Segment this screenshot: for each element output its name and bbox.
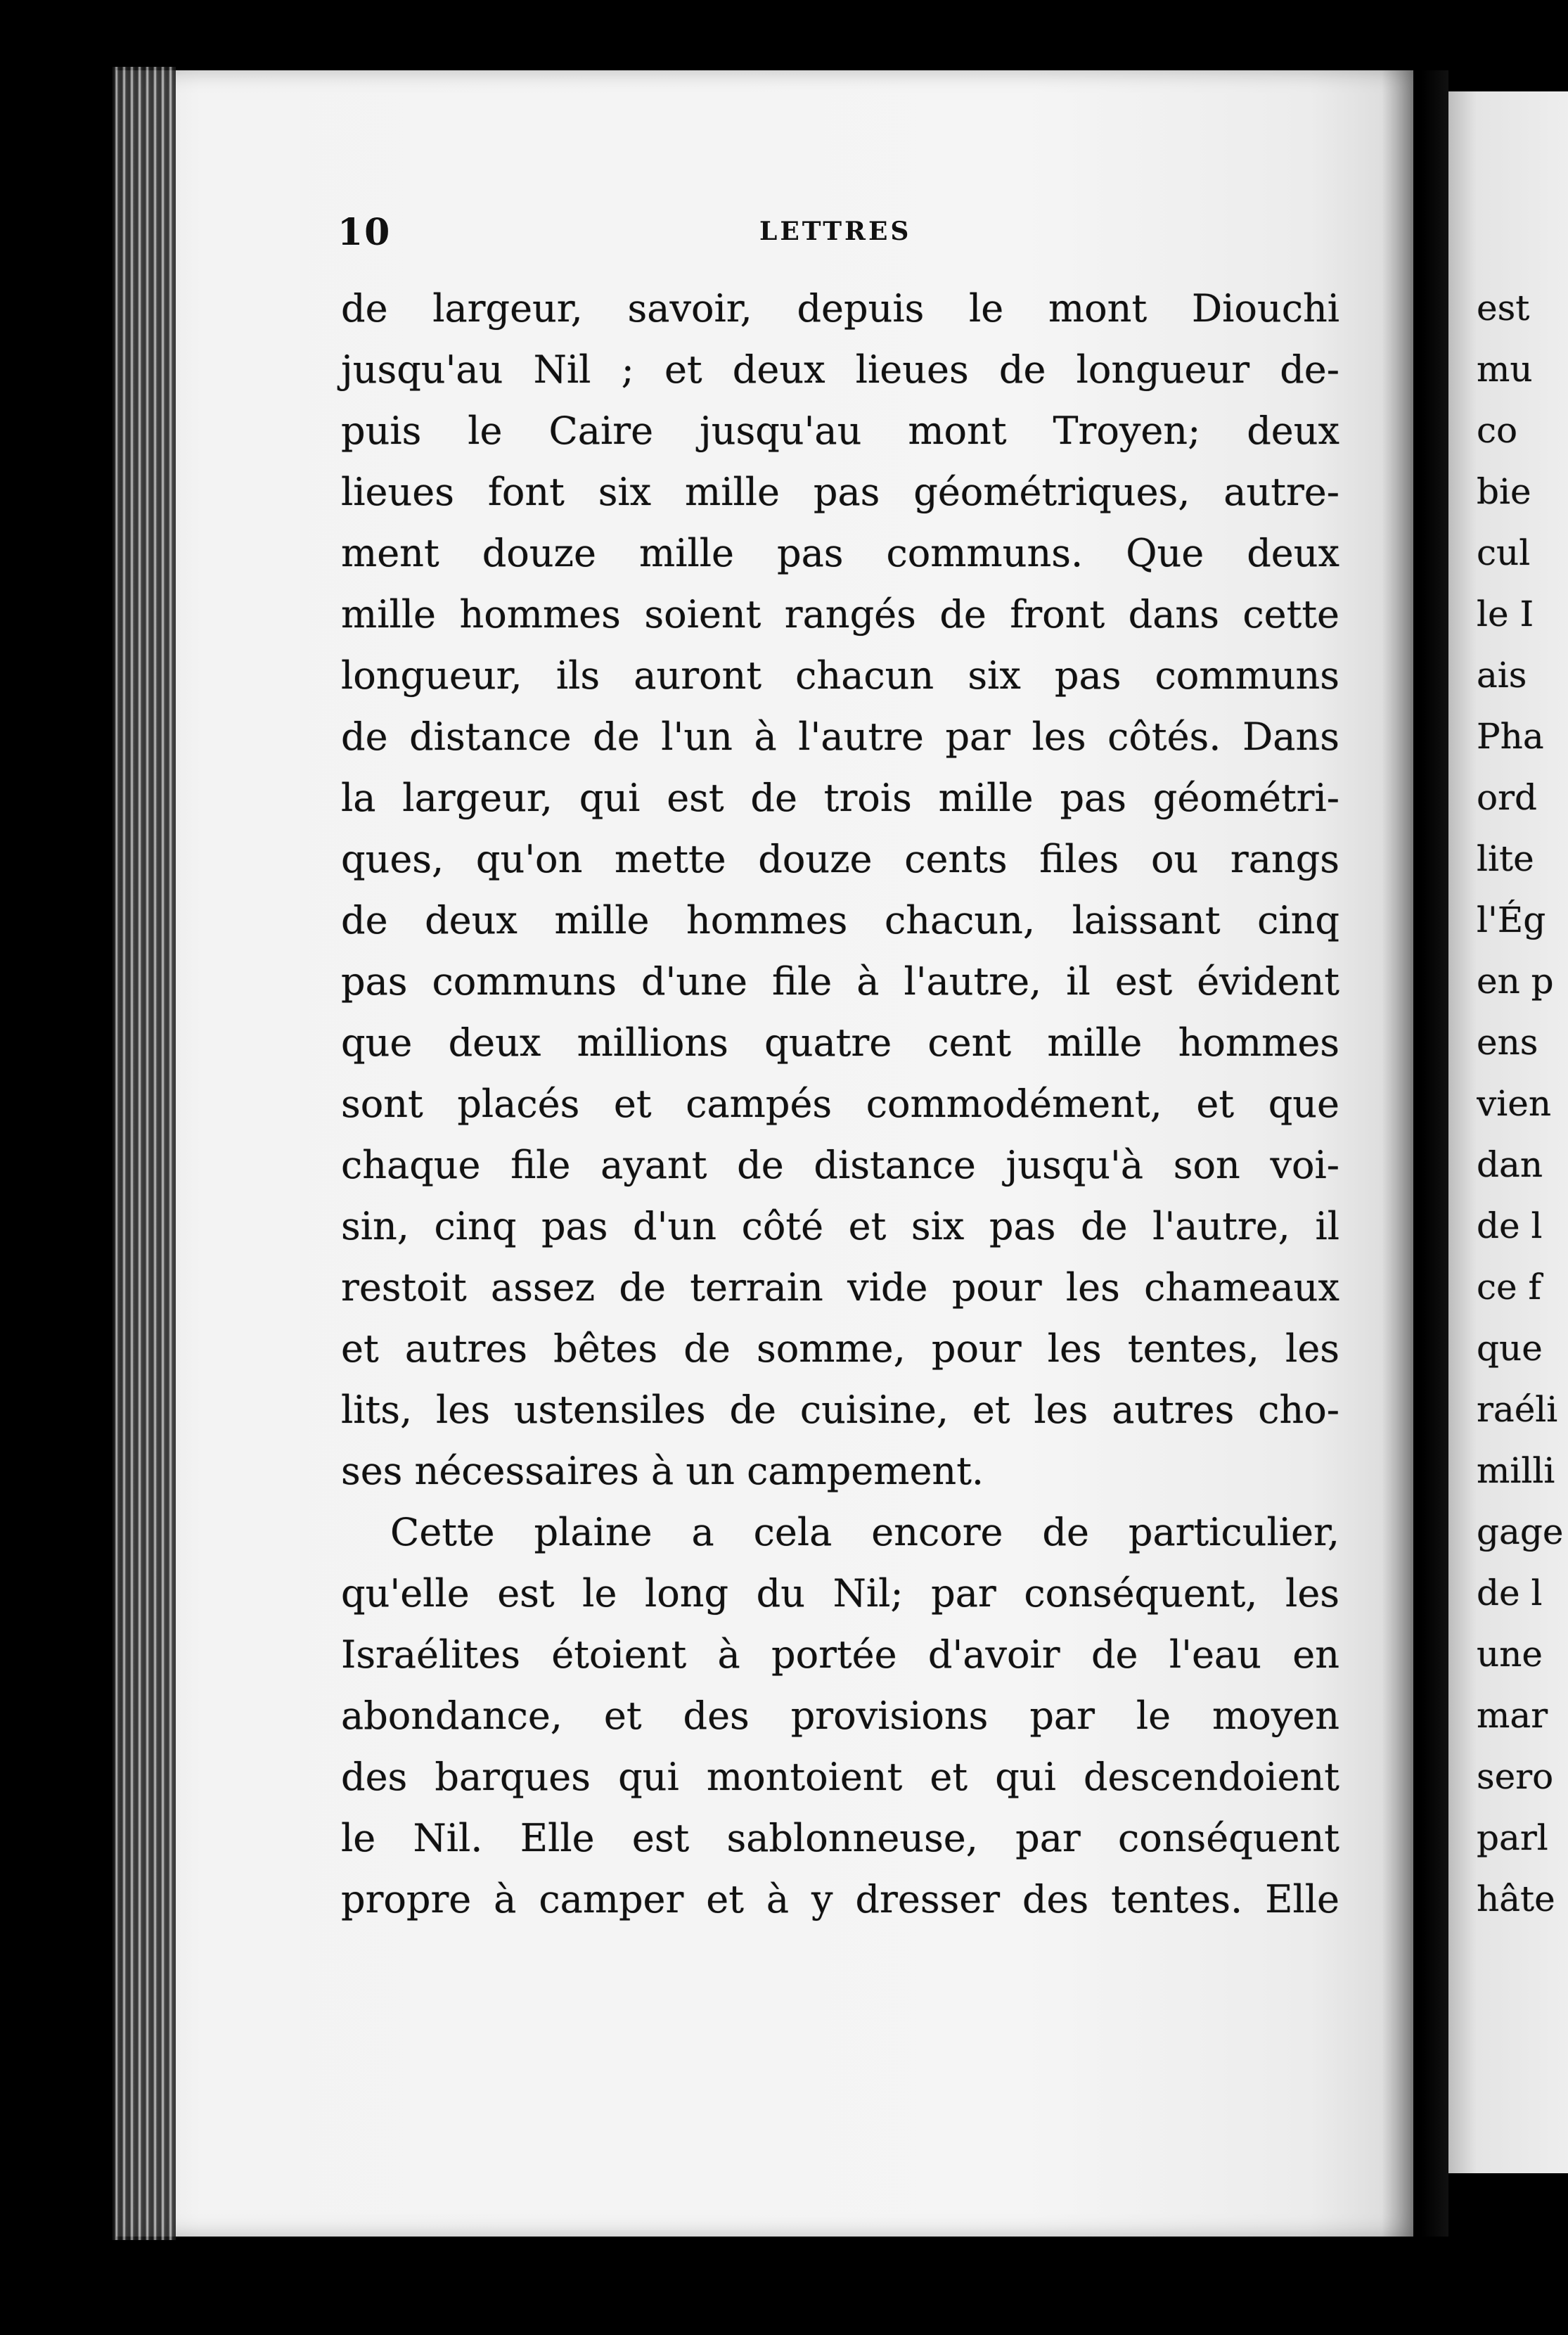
page-edges [113, 67, 176, 2240]
text-line: Israélites étoient à portée d'avoir de l'eau en [341, 1632, 1339, 1677]
right-text-fragment: une [1477, 1634, 1543, 1675]
right-text-fragment: vien [1477, 1083, 1552, 1124]
right-text-fragment: ens [1477, 1022, 1538, 1063]
text-line: ses nécessaires à un campement. [341, 1449, 984, 1493]
text-line: ques, qu'on mette douze cents files ou rangs [341, 837, 1339, 881]
right-text-fragment: sero [1477, 1756, 1554, 1797]
text-line: et autres bêtes de somme, pour les tentes, les [341, 1326, 1339, 1371]
text-line: sont placés et campés commodément, et que [341, 1082, 1339, 1126]
page-number: 10 [338, 211, 392, 254]
right-text-fragment: co [1477, 410, 1518, 451]
right-text-fragment: est [1477, 288, 1530, 328]
right-text-fragment: que [1477, 1328, 1543, 1369]
running-head [338, 211, 1343, 253]
right-text-fragment: de l [1477, 1205, 1543, 1246]
text-line: mille hommes soient rangés de front dans cette [341, 592, 1339, 636]
text-line: jusqu'au Nil ; et deux lieues de longueur de- [341, 347, 1339, 392]
text-line: de distance de l'un à l'autre par les côtés. Dans [341, 715, 1339, 759]
right-text-fragment: de l [1477, 1573, 1543, 1613]
text-line: ment douze mille pas communs. Que deux [341, 531, 1339, 575]
text-line: des barques qui montoient et qui descendoient [341, 1755, 1339, 1799]
gutter-shadow [1382, 70, 1448, 2237]
text-line: puis le Caire jusqu'au mont Troyen; deux [341, 409, 1339, 453]
right-text-fragment: l'Ég [1477, 900, 1546, 940]
text-line: lieues font six mille pas géométriques, autre- [341, 470, 1339, 514]
text-line: restoit assez de terrain vide pour les chameaux [341, 1265, 1339, 1310]
right-text-fragment: gage [1477, 1511, 1564, 1552]
right-text-fragment: Pha [1477, 716, 1544, 757]
right-text-fragment: en p [1477, 961, 1554, 1002]
text-line: de deux mille hommes chacun, laissant cinq [341, 898, 1339, 942]
right-text-fragment: parl [1477, 1817, 1548, 1858]
text-line: que deux millions quatre cent mille hommes [341, 1021, 1339, 1065]
right-text-fragment: hâte [1477, 1879, 1555, 1919]
right-text-fragment: mu [1477, 349, 1533, 390]
text-line: lits, les ustensiles de cuisine, et les autres cho- [341, 1388, 1339, 1432]
running-head-title: LETTRES [759, 217, 912, 246]
right-text-fragment: le I [1477, 594, 1534, 634]
right-text-fragment: mar [1477, 1695, 1548, 1736]
text-line: longueur, ils auront chacun six pas communs [341, 653, 1339, 698]
right-text-fragment: cul [1477, 532, 1531, 573]
right-text-fragment: raéli [1477, 1389, 1558, 1430]
text-line: la largeur, qui est de trois mille pas géométri- [341, 776, 1339, 820]
text-line: de largeur, savoir, depuis le mont Diouchi [341, 286, 1339, 331]
text-line: sin, cinq pas d'un côté et six pas de l'autre, il [341, 1204, 1339, 1248]
right-text-fragment: milli [1477, 1450, 1555, 1491]
right-text-fragment: dan [1477, 1144, 1543, 1185]
right-page-text [1477, 278, 1568, 1930]
right-text-fragment: ce f [1477, 1267, 1541, 1307]
body-text [341, 278, 1339, 1930]
text-line: qu'elle est le long du Nil; par conséquent, les [341, 1571, 1339, 1616]
text-line: le Nil. Elle est sablonneuse, par conséquent [341, 1816, 1339, 1860]
right-text-fragment: bie [1477, 471, 1531, 512]
text-line: propre à camper et à y dresser des tentes. Elle [341, 1877, 1339, 1921]
text-line: pas communs d'une file à l'autre, il est évident [341, 959, 1339, 1004]
text-line: Cette plaine a cela encore de particulier, [390, 1510, 1339, 1554]
right-text-fragment: ord [1477, 777, 1538, 818]
right-text-fragment: lite [1477, 838, 1534, 879]
right-text-fragment: ais [1477, 655, 1527, 696]
text-line: chaque file ayant de distance jusqu'à son voi- [341, 1143, 1339, 1187]
text-line: abondance, et des provisions par le moyen [341, 1694, 1339, 1738]
